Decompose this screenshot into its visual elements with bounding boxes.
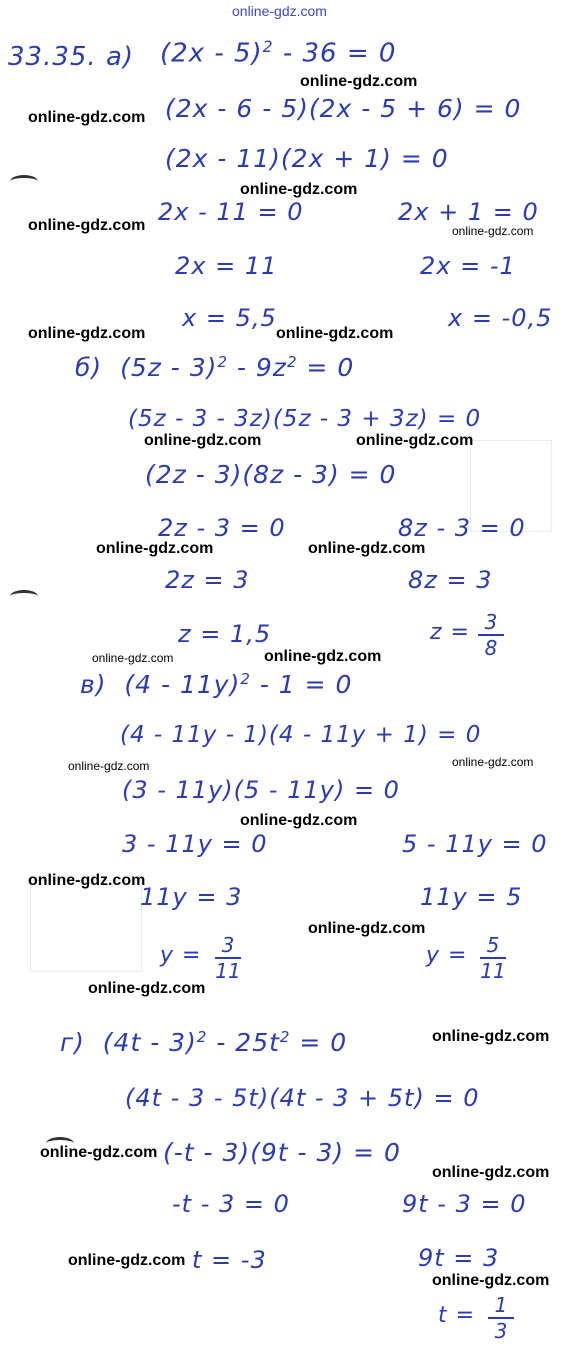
part-g-label: г) (60, 1028, 85, 1057)
part-v-fraction-right (480, 935, 506, 981)
part-g-fraction-numerator: 1 (494, 1293, 508, 1317)
part-g-line4-left: -t - 3 = 0 (172, 1190, 290, 1218)
watermark: online-gdz.com (432, 1164, 550, 1181)
part-b-line1-tail: = 0 (297, 353, 355, 382)
part-a-line6-right: x = -0,5 (448, 304, 553, 332)
part-g-line1 (60, 1030, 347, 1055)
hole-mark (10, 590, 38, 603)
part-g-fraction (488, 1295, 514, 1341)
part-b-line1 (75, 355, 354, 380)
watermark: online-gdz.com (308, 540, 426, 557)
part-v-line4-right: 5 - 11y = 0 (402, 830, 548, 858)
part-v-fraction-right-denominator: 11 (480, 959, 506, 983)
part-g-line1-base: (4t - 3) (102, 1028, 197, 1057)
part-a-line2: (2x - 6 - 5)(2x - 5 + 6) = 0 (165, 94, 522, 123)
part-v-line5-left: 11y = 3 (140, 883, 243, 911)
watermark: online-gdz.com (308, 920, 426, 937)
watermark: online-gdz.com (240, 812, 358, 829)
part-v-line1-tail: - 1 = 0 (250, 670, 353, 699)
problem-number-text: 33.35. (8, 42, 97, 72)
part-a-line5-left: 2x = 11 (175, 252, 278, 280)
part-v-label: в) (80, 670, 107, 699)
watermark: online-gdz.com (28, 872, 146, 889)
part-v-line2: (4 - 11y - 1)(4 - 11y + 1) = 0 (120, 722, 482, 748)
part-b-line5-right: 8z = 3 (408, 566, 493, 594)
part-g-line4-right: 9t - 3 = 0 (402, 1190, 527, 1218)
watermark: online-gdz.com (452, 224, 534, 238)
part-a-label: а) (105, 42, 135, 72)
part-b-line1-mid: - 9z (227, 353, 287, 382)
watermark: online-gdz.com (452, 755, 534, 769)
part-a-line1-base: (2x - 5) (160, 38, 263, 69)
watermark: online-gdz.com (68, 1252, 186, 1269)
watermark: online-gdz.com (40, 1144, 158, 1161)
grid-remnant (30, 880, 142, 972)
hole-mark (10, 175, 38, 188)
part-v-fraction-right-numerator: 5 (486, 933, 500, 957)
watermark: online-gdz.com (28, 109, 146, 126)
part-g-line1-tail: = 0 (290, 1028, 348, 1057)
watermark: online-gdz.com (264, 648, 382, 665)
part-a-line1-tail: - 36 = 0 (273, 38, 397, 69)
watermark: online-gdz.com (88, 980, 206, 997)
part-v-fraction-left-denominator: 11 (215, 959, 241, 983)
part-a-line4-left: 2x - 11 = 0 (158, 198, 304, 226)
part-g-line1-exponent2: 2 (279, 1028, 291, 1046)
watermark: online-gdz.com (276, 325, 394, 342)
part-a-line1-exponent: 2 (262, 38, 274, 56)
part-a-line5-right: 2x = -1 (420, 252, 516, 280)
watermark: online-gdz.com (92, 651, 174, 665)
part-v-line6-left: y = (160, 943, 202, 968)
part-g-line1-mid: - 25t (207, 1028, 280, 1057)
part-b-line1-base: (5z - 3) (120, 353, 218, 382)
part-b-fraction-numerator: 3 (484, 610, 498, 634)
part-g-line2: (4t - 3 - 5t)(4t - 3 + 5t) = 0 (125, 1084, 480, 1112)
watermark: online-gdz.com (432, 1028, 550, 1045)
part-b-line6-right: z = (430, 620, 470, 645)
problem-number (8, 44, 134, 70)
part-b-label: б) (75, 353, 103, 382)
part-g-line5-left: t = -3 (192, 1246, 267, 1274)
part-b-fraction-denominator: 8 (484, 636, 498, 660)
watermark: online-gdz.com (356, 432, 474, 449)
watermark: online-gdz.com (144, 432, 262, 449)
watermark: online-gdz.com (432, 1272, 550, 1289)
part-a-line3: (2x - 11)(2x + 1) = 0 (165, 144, 449, 173)
part-b-line4-right: 8z - 3 = 0 (398, 514, 526, 542)
part-v-line4-left: 3 - 11y = 0 (122, 830, 268, 858)
watermark-top: online-gdz.com (232, 3, 327, 19)
part-b-line6-left: z = 1,5 (178, 620, 272, 648)
part-b-line3: (2z - 3)(8z - 3) = 0 (145, 460, 397, 489)
part-b-line5-left: 2z = 3 (165, 566, 250, 594)
watermark: online-gdz.com (28, 217, 146, 234)
watermark: online-gdz.com (300, 73, 418, 90)
part-b-line4-left: 2z - 3 = 0 (158, 514, 286, 542)
watermark: online-gdz.com (68, 759, 150, 773)
part-b-line2: (5z - 3 - 3z)(5z - 3 + 3z) = 0 (128, 406, 482, 432)
part-v-line1 (80, 672, 352, 697)
part-g-fraction-denominator: 3 (494, 1319, 508, 1343)
part-v-fraction-left (215, 935, 241, 981)
part-v-fraction-left-numerator: 3 (221, 933, 235, 957)
part-g-line5-right: 9t = 3 (418, 1244, 500, 1272)
part-v-line1-exponent: 2 (240, 670, 251, 688)
part-g-line6-right: t = (438, 1303, 476, 1328)
part-v-line3: (3 - 11y)(5 - 11y) = 0 (122, 776, 400, 804)
part-b-fraction (478, 612, 504, 658)
part-a-line4-right: 2x + 1 = 0 (398, 198, 539, 226)
part-v-line6-right: y = (426, 943, 468, 968)
part-b-line1-exponent2: 2 (286, 353, 298, 371)
part-g-line1-exponent: 2 (196, 1028, 208, 1046)
watermark: online-gdz.com (28, 325, 146, 342)
part-a-line6-left: x = 5,5 (182, 304, 277, 332)
part-b-line1-exponent: 2 (217, 353, 228, 371)
watermark: online-gdz.com (96, 540, 214, 557)
part-v-line1-base: (4 - 11y) (124, 670, 241, 699)
watermark: online-gdz.com (240, 181, 358, 198)
part-v-line5-right: 11y = 5 (420, 883, 523, 911)
part-a-line1 (160, 38, 397, 69)
part-g-line3: (-t - 3)(9t - 3) = 0 (163, 1138, 401, 1167)
